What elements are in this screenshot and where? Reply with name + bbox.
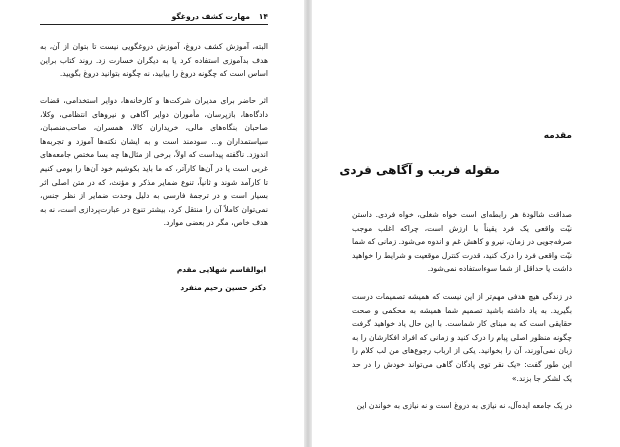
left-page [0, 0, 304, 447]
right-paragraph-3: در یک جامعه ایده‌آل، نه نیازی به دروغ است و نه نیازی به خواندن این [356, 401, 572, 410]
translator-signature-1: ابوالقاسم شهلایی مقدم [176, 265, 266, 274]
book-gutter [304, 0, 312, 447]
right-paragraph-2: در زندگی هیچ هدفی مهم‌تر از این نیست که همیشه تصمیمات درست بگیرید. به یاد داشته باشید تصمیم شما همیشه به محکمی و صحت حقایقی است که به مبنای کار شماست. با این حال یاد خواهید گرفت چگونه منظور اصلی پیام را درک کنید و زمانی که افراد افکارشان را به زبان نمی‌آورند، آن را بخوانید. یکی از ارباب رجوع‌های من لب کلام را این طور گفت: «یک نفر توی پادگان گاهی می‌تواند خودش را در حد یک لشکر جا بزند.» [352, 292, 572, 383]
running-header [40, 12, 268, 24]
page-number: ۱۴ [258, 12, 268, 21]
header-rule [40, 24, 268, 25]
right-page [312, 0, 620, 447]
left-paragraph-2: اثر حاضر برای مدیران شرکت‌ها و کارخانه‌ها، دوایر استخدامی، قضات دادگاه‌ها، بازپرسان، مأموران دوایر آگاهی و نیروهای انتظامی، وکلا، صاحبان بنگاه‌های مالی، خریداران کالا، همسران، صاحب‌منصبان، سیاستمداران و... سودمند است و به ایشان نکته‌ها آموزد و تجربه‌ها اندوزد. ناگفته پیداست که اولاً، برخی از مثال‌ها چه بسا مختص جامعه‌های غربی است یا در آن‌ها کارآتر، که ما باید بکوشیم خود آن‌ها را بومی کنیم تا کارآمد شوند و ثانیاً، تنوع ضمایر مذکر و مؤنث، که در متن اصلی اثر بسیار است و در ترجمهٔ فارسی به دلیل وحدت ضمایر از نظر جنس، نمی‌توان کاملاً آن را منتقل کرد، بیشتر تنوع در عبارت‌پردازی است، نه به هدف خاص، مگر در بعضی موارد. [40, 96, 268, 228]
left-paragraph-1: البته، آموزش کشف دروغ، آموزش دروغگویی نیست تا بتوان از آن، به هدف بدآموزی استفاده کرد یا به دیگران خسارت زد. روند کتاب براین اساس است که چگونه دروغ را بیابید، نه چگونه بتوانید دروغ بگویید. [40, 42, 268, 79]
right-paragraph-1: صداقت شالودهٔ هر رابطه‌ای است خواه شغلی، خواه فردی. داستن نیّت واقعی یک فرد یقیناً با ارزش است، چراکه اغلب موجب صرفه‌جویی در زمان، نیرو و کاهش غم و اندوه می‌شود. زمانی که شما نیّت واقعی فرد را درک کنید، قدرت کنترل موقعیت و شرایط را خواهید داشت یا حداقل از شما سوءاستفاده نمی‌شود. [352, 210, 572, 274]
chapter-label: مقدمه [543, 131, 572, 141]
running-title: مهارت کشف دروغگو [171, 12, 250, 21]
translator-signature-2: دکتر حسین رحیم منفرد [180, 283, 266, 292]
chapter-title: مقوله فریب و آگاهی فردی [339, 163, 500, 177]
